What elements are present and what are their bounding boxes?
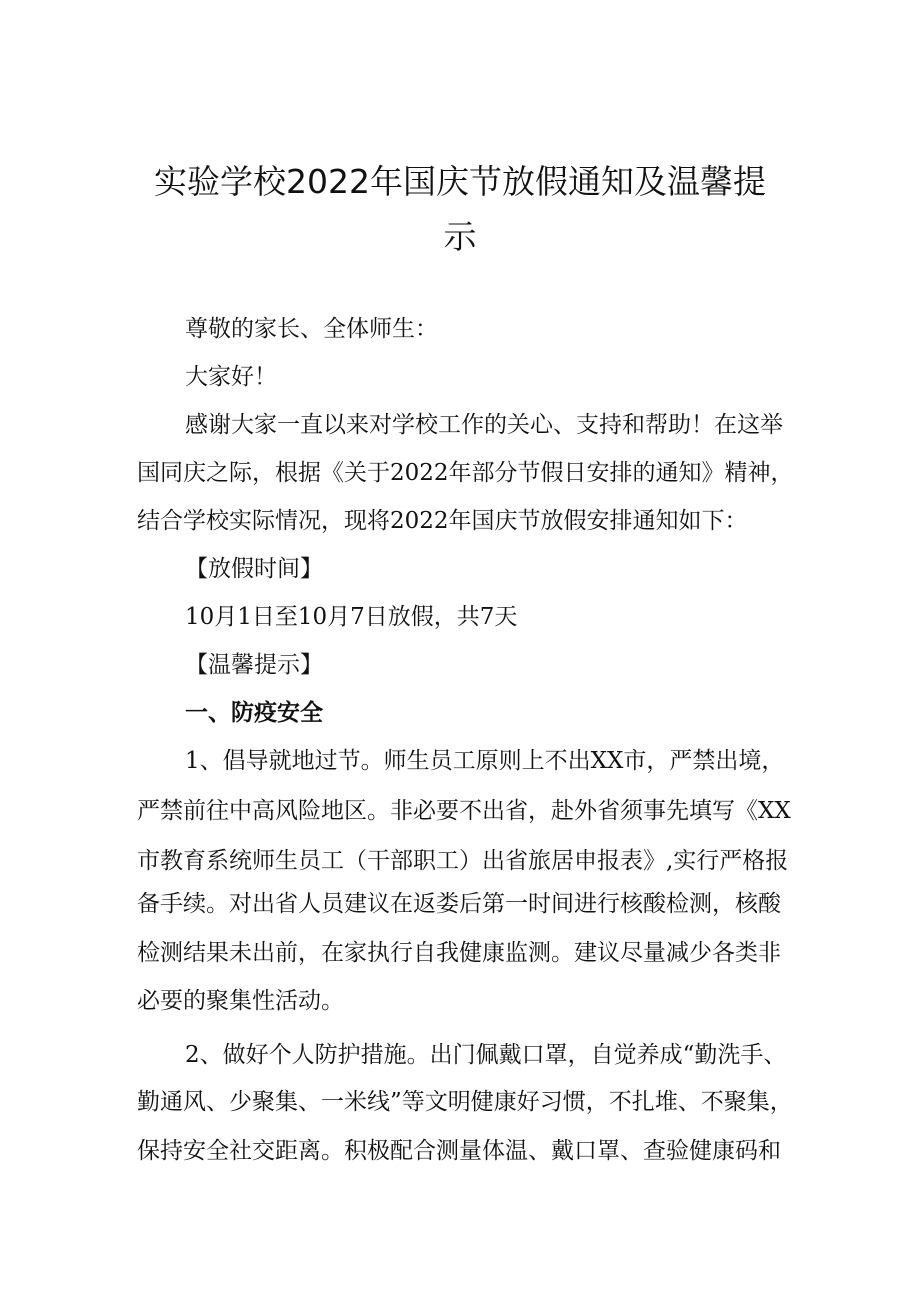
greeting: 大家好！ <box>185 364 277 390</box>
tips-heading: 【温馨提示】 <box>185 652 323 678</box>
item1-line: 必要的聚集性活动。 <box>137 988 344 1014</box>
document-title: 实验学校2022年国庆节放假通知及温馨提 <box>154 162 766 201</box>
item1-line: 备手续。对出省人员建议在返娄后第一时间进行核酸检测，核酸 <box>137 891 781 917</box>
item2-line: 勤通风、少聚集、一米线”等文明健康好习惯，不扎堆、不聚集， <box>137 1089 793 1115</box>
item1-line: 1、倡导就地过节。师生员工原则上不出XX市，严禁出境， <box>185 748 785 774</box>
section-heading-epidemic-safety: 一、防疫安全 <box>185 700 323 726</box>
item1-line: 市教育系统师生员工（干部职工）出省旅居申报表》,实行严格报 <box>137 848 789 874</box>
intro-paragraph-line: 结合学校实际情况，现将2022年国庆节放假安排通知如下： <box>137 508 748 534</box>
item1-line: 严禁前往中高风险地区。非必要不出省，赴外省须事先填写《XX <box>137 798 791 824</box>
document-title-continued: 示 <box>443 217 477 256</box>
item2-line: 保持安全社交距离。积极配合测量体温、戴口罩、查验健康码和 <box>137 1138 781 1164</box>
holiday-time-heading: 【放假时间】 <box>185 556 323 582</box>
holiday-dates: 10月1日至10月7日放假，共7天 <box>185 604 518 630</box>
item1-line: 检测结果未出前，在家执行自我健康监测。建议尽量减少各类非 <box>137 940 781 966</box>
item2-line: 2、做好个人防护措施。出门佩戴口罩，自觉养成“勤洗手、 <box>185 1042 787 1068</box>
intro-paragraph-line: 国同庆之际，根据《关于2022年部分节假日安排的通知》精神， <box>137 460 794 486</box>
intro-paragraph-line: 感谢大家一直以来对学校工作的关心、支持和帮助！在这举 <box>185 412 783 438</box>
salutation: 尊敬的家长、全体师生： <box>185 316 438 342</box>
